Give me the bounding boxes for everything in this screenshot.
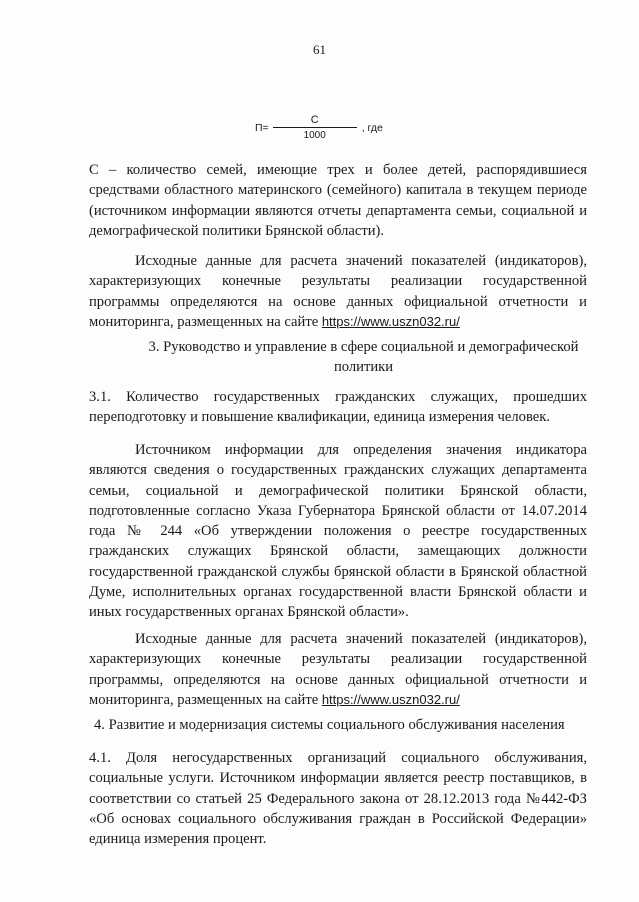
- section-4-heading: 4. Развитие и модернизация системы социального обслуживания населения: [94, 717, 565, 733]
- c-definition-paragraph: С – количество семей, имеющие трех и более детей, распорядившиеся средствами областного материнского (семейного) капитала в текущем периоде (источником информации являются отчеты департамента семьи, социальной и демографической политики Брянской области).: [89, 162, 587, 239]
- website-link-1[interactable]: https://www.uszn032.ru/: [321, 313, 460, 329]
- formula-denominator: 1000: [303, 130, 326, 141]
- website-link-2[interactable]: https://www.uszn032.ru/: [321, 691, 460, 707]
- formula: [255, 114, 383, 141]
- section-3-heading: 3. Руководство и управление в сфере социальной и демографической политики: [148, 339, 579, 376]
- source-data-paragraph-1: [89, 251, 587, 332]
- fraction-bar: [273, 127, 357, 128]
- source-data-text-2: Исходные данные для расчета значений показателей (индикаторов), характеризующих конечные результаты реализации государственной программы, определяются на основе данных официальной отчетности и мониторинга, размещенных на сайте: [89, 631, 587, 708]
- formula-lhs: П=: [255, 121, 269, 134]
- formula-numerator: С: [310, 114, 319, 126]
- page-number: 61: [313, 42, 326, 57]
- formula-tail: , где: [361, 121, 383, 134]
- item-3-1-paragraph: 3.1. Количество государственных гражданских служащих, прошедших переподготовку и повышение квалификации, единица измерения человек.: [89, 389, 587, 426]
- item-4-1-paragraph: 4.1. Доля негосударственных организаций социального обслуживания, социальные услуги. Источником информации является реестр поставщиков, в соответствии со статьей 25 Федерального закона от 28.12.2013 года №442-ФЗ «Об основах социального обслуживания граждан в Российской Федерации» единица измерения процент.: [89, 750, 587, 848]
- formula-fraction: [273, 114, 357, 141]
- source-data-text-1: Исходные данные для расчета значений показателей (индикаторов), характеризующих конечные результаты реализации государственной программы определяются на основе данных официальной отчетности и мониторинга, размещенных на сайте: [89, 253, 587, 330]
- source-data-paragraph-2: [89, 629, 587, 710]
- info-source-paragraph: Источником информации для определения значения индикатора являются сведения о государственных гражданских служащих департамента семьи, социальной и демографической политики Брянской области, подготовленные согласно Указа Губернатора Брянской области от 14.07.2014 года № 244 «Об утверждении положения о реестре государственных гражданских служащих Брянской области, замещающих должности государственной гражданской службы брянской области в Брянской областной Думе, исполнительных органах государственной власти Брянской области и иных государственных органах Брянской области».: [89, 442, 587, 621]
